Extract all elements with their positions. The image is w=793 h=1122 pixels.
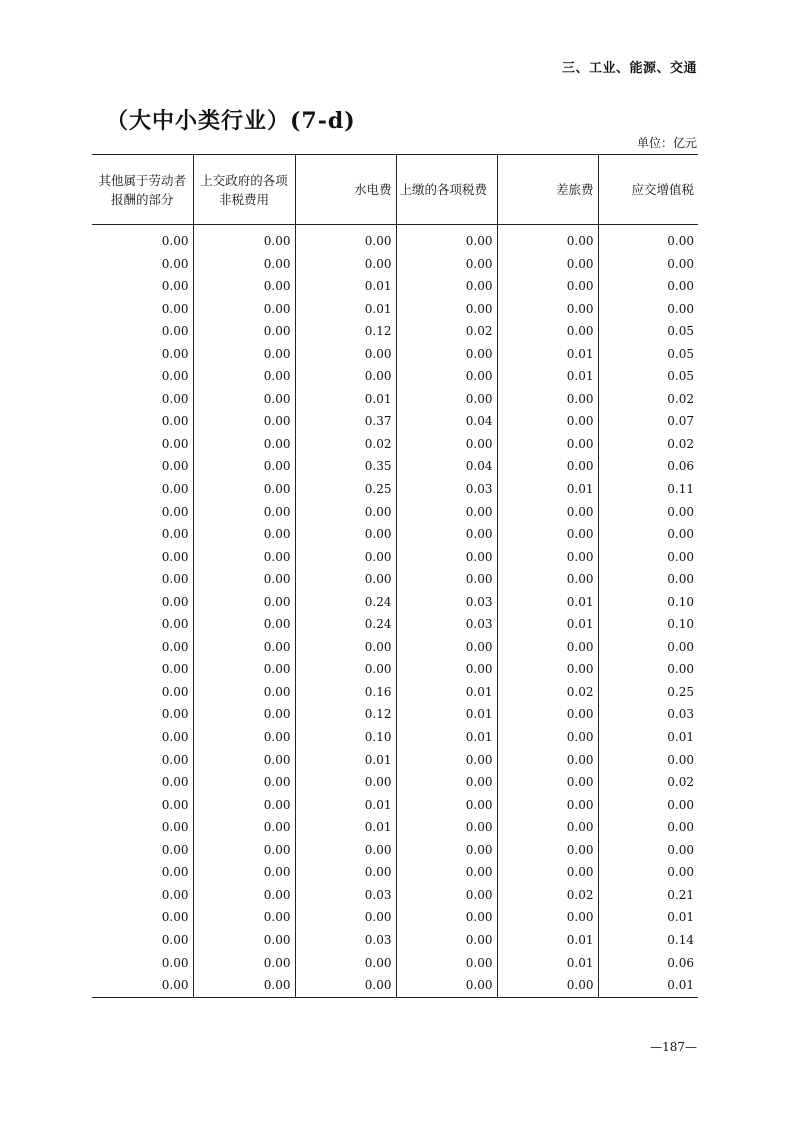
table-cell: 0.00 <box>598 523 698 546</box>
table-cell: 0.06 <box>598 952 698 975</box>
table-row <box>92 749 698 772</box>
page-title: （大中小类行业）(7-d) <box>106 108 356 134</box>
table-cell: 0.21 <box>598 884 698 907</box>
data-table-container <box>92 154 698 998</box>
table-cell: 0.00 <box>396 253 497 276</box>
table-cell: 0.00 <box>396 275 497 298</box>
table-cell: 0.02 <box>295 433 396 456</box>
table-cell: 0.35 <box>295 455 396 478</box>
table-cell: 0.00 <box>295 225 396 253</box>
column-header-line: 非税费用 <box>218 191 269 207</box>
table-cell: 0.00 <box>396 636 497 659</box>
table-cell: 0.00 <box>193 749 295 772</box>
table-cell: 0.03 <box>598 703 698 726</box>
table-cell: 0.00 <box>161 684 189 699</box>
table-cell: 0.01 <box>497 613 598 636</box>
table-cell: 0.01 <box>598 974 698 997</box>
table-cell: 0.00 <box>193 636 295 659</box>
table-cell: 0.00 <box>193 501 295 524</box>
table-cell: 0.03 <box>396 478 497 501</box>
table-cell: 0.00 <box>396 658 497 681</box>
table-cell: 0.00 <box>193 658 295 681</box>
table-row <box>92 613 698 636</box>
table-row <box>92 636 698 659</box>
unit-label: 单位：亿元 <box>636 136 697 150</box>
table-cell: 0.00 <box>598 816 698 839</box>
table-cell: 0.00 <box>161 932 189 947</box>
table-cell: 0.00 <box>193 546 295 569</box>
table-cell: 0.02 <box>598 433 698 456</box>
table-row <box>92 839 698 862</box>
table-cell: 0.00 <box>396 501 497 524</box>
table-cell: 0.00 <box>295 253 396 276</box>
table-cell: 0.00 <box>193 771 295 794</box>
table-cell: 0.01 <box>497 365 598 388</box>
column-header-line: 上缴的各项税费 <box>399 182 488 197</box>
table-cell: 0.00 <box>497 974 598 997</box>
table-row <box>92 523 698 546</box>
table-cell: 0.00 <box>193 455 295 478</box>
table-cell: 0.00 <box>497 298 598 321</box>
table-row <box>92 320 698 343</box>
table-cell: 0.01 <box>295 388 396 411</box>
data-table <box>92 154 698 998</box>
table-cell: 0.16 <box>295 681 396 704</box>
table-cell: 0.01 <box>497 343 598 366</box>
table-cell: 0.02 <box>497 884 598 907</box>
table-cell: 0.00 <box>193 365 295 388</box>
table-cell: 0.00 <box>193 253 295 276</box>
table-row <box>92 861 698 884</box>
table-row <box>92 703 698 726</box>
table-cell: 0.00 <box>161 459 189 474</box>
table-cell: 0.00 <box>295 523 396 546</box>
table-cell: 0.00 <box>295 952 396 975</box>
table-cell: 0.00 <box>497 523 598 546</box>
table-cell: 0.00 <box>497 388 598 411</box>
table-cell: 0.00 <box>396 546 497 569</box>
table-cell: 0.11 <box>598 478 698 501</box>
table-row <box>92 410 698 433</box>
table-cell: 0.00 <box>161 662 189 677</box>
table-row <box>92 681 698 704</box>
table-cell: 0.00 <box>193 726 295 749</box>
table-cell: 0.00 <box>295 974 396 997</box>
table-cell: 0.01 <box>295 794 396 817</box>
table-cell: 0.00 <box>396 388 497 411</box>
table-cell: 0.00 <box>193 929 295 952</box>
table-cell: 0.00 <box>193 884 295 907</box>
table-row <box>92 794 698 817</box>
table-cell: 0.25 <box>295 478 396 501</box>
table-cell: 0.00 <box>193 523 295 546</box>
table-cell: 0.07 <box>598 410 698 433</box>
table-cell: 0.00 <box>295 636 396 659</box>
table-cell: 0.12 <box>295 320 396 343</box>
table-cell: 0.00 <box>598 253 698 276</box>
table-cell: 0.02 <box>396 320 497 343</box>
table-row <box>92 501 698 524</box>
column-header <box>92 155 193 225</box>
table-cell: 0.05 <box>598 320 698 343</box>
table-cell: 0.00 <box>161 707 189 722</box>
table-cell: 0.37 <box>295 410 396 433</box>
table-cell: 0.01 <box>396 703 497 726</box>
column-header-line: 报酬的部分 <box>110 191 174 207</box>
table-cell: 0.00 <box>497 861 598 884</box>
table-cell: 0.24 <box>295 613 396 636</box>
table-cell: 0.00 <box>161 301 189 316</box>
table-row <box>92 974 698 997</box>
table-cell: 0.00 <box>161 482 189 497</box>
table-cell: 0.00 <box>193 952 295 975</box>
table-cell: 0.01 <box>497 952 598 975</box>
table-cell: 0.00 <box>598 568 698 591</box>
table-cell: 0.00 <box>396 839 497 862</box>
table-cell: 0.00 <box>396 816 497 839</box>
table-cell: 0.00 <box>193 816 295 839</box>
table-cell: 0.00 <box>161 527 189 542</box>
column-header <box>295 155 396 225</box>
table-row <box>92 478 698 501</box>
table-cell: 0.00 <box>161 910 189 925</box>
table-cell: 0.01 <box>598 906 698 929</box>
table-cell: 0.14 <box>598 929 698 952</box>
table-row <box>92 298 698 321</box>
table-cell: 0.00 <box>295 546 396 569</box>
table-cell: 0.01 <box>497 478 598 501</box>
table-cell: 0.00 <box>497 433 598 456</box>
table-cell: 0.00 <box>161 391 189 406</box>
table-cell: 0.03 <box>295 884 396 907</box>
table-cell: 0.00 <box>598 636 698 659</box>
table-row <box>92 433 698 456</box>
table-cell: 0.00 <box>396 523 497 546</box>
table-cell: 0.00 <box>497 636 598 659</box>
table-cell: 0.00 <box>161 820 189 835</box>
table-row <box>92 658 698 681</box>
table-cell: 0.00 <box>396 433 497 456</box>
table-cell: 0.00 <box>497 794 598 817</box>
table-cell: 0.04 <box>396 455 497 478</box>
table-cell: 0.00 <box>193 613 295 636</box>
table-cell: 0.01 <box>396 681 497 704</box>
table-row <box>92 771 698 794</box>
table-cell: 0.01 <box>295 816 396 839</box>
table-cell: 0.00 <box>497 568 598 591</box>
table-cell: 0.00 <box>295 568 396 591</box>
table-cell: 0.00 <box>396 771 497 794</box>
table-cell: 0.00 <box>161 256 189 271</box>
table-cell: 0.00 <box>598 794 698 817</box>
table-cell: 0.01 <box>497 929 598 952</box>
table-cell: 0.00 <box>295 658 396 681</box>
table-cell: 0.00 <box>193 320 295 343</box>
table-cell: 0.00 <box>396 906 497 929</box>
table-cell: 0.01 <box>295 749 396 772</box>
table-cell: 0.00 <box>497 749 598 772</box>
table-row <box>92 568 698 591</box>
table-cell: 0.00 <box>161 346 189 361</box>
table-cell: 0.00 <box>396 365 497 388</box>
table-header-row <box>92 155 698 225</box>
table-cell: 0.00 <box>396 974 497 997</box>
table-cell: 0.00 <box>396 568 497 591</box>
table-cell: 0.00 <box>193 388 295 411</box>
table-cell: 0.00 <box>161 594 189 609</box>
table-row <box>92 275 698 298</box>
table-row <box>92 253 698 276</box>
table-cell: 0.00 <box>193 275 295 298</box>
table-cell: 0.00 <box>396 884 497 907</box>
table-cell: 0.00 <box>193 410 295 433</box>
table-cell: 0.00 <box>497 771 598 794</box>
table-cell: 0.00 <box>598 839 698 862</box>
table-row <box>92 388 698 411</box>
table-cell: 0.00 <box>598 749 698 772</box>
table-cell: 0.00 <box>295 861 396 884</box>
table-cell: 0.06 <box>598 455 698 478</box>
table-cell: 0.00 <box>396 225 497 253</box>
table-cell: 0.00 <box>598 501 698 524</box>
table-cell: 0.00 <box>497 275 598 298</box>
table-cell: 0.00 <box>193 433 295 456</box>
table-cell: 0.00 <box>161 752 189 767</box>
table-body <box>92 225 698 998</box>
column-header <box>396 155 497 225</box>
table-cell: 0.01 <box>598 726 698 749</box>
table-row <box>92 225 698 253</box>
column-header <box>497 155 598 225</box>
column-header-line: 差旅费 <box>555 182 594 197</box>
table-row <box>92 884 698 907</box>
table-cell: 0.01 <box>497 591 598 614</box>
table-cell: 0.02 <box>598 771 698 794</box>
table-cell: 0.00 <box>161 842 189 857</box>
table-cell: 0.00 <box>295 839 396 862</box>
column-header <box>193 155 295 225</box>
table-cell: 0.00 <box>396 749 497 772</box>
table-cell: 0.00 <box>193 839 295 862</box>
table-cell: 0.00 <box>396 952 497 975</box>
table-cell: 0.00 <box>161 436 189 451</box>
table-cell: 0.00 <box>295 771 396 794</box>
column-header-line: 水电费 <box>353 182 392 197</box>
table-cell: 0.00 <box>497 816 598 839</box>
table-cell: 0.00 <box>193 906 295 929</box>
table-cell: 0.00 <box>497 839 598 862</box>
column-header-line: 其他属于劳动者 <box>98 172 186 188</box>
table-cell: 0.00 <box>598 861 698 884</box>
table-row <box>92 816 698 839</box>
table-cell: 0.00 <box>92 974 193 997</box>
table-cell: 0.00 <box>598 225 698 253</box>
table-cell: 0.00 <box>295 365 396 388</box>
table-cell: 0.00 <box>396 343 497 366</box>
table-cell: 0.00 <box>161 549 189 564</box>
table-cell: 0.04 <box>396 410 497 433</box>
table-cell: 0.02 <box>598 388 698 411</box>
table-cell: 0.01 <box>295 298 396 321</box>
table-cell: 0.01 <box>396 726 497 749</box>
table-cell: 0.00 <box>193 478 295 501</box>
table-cell: 0.00 <box>161 730 189 745</box>
column-header-line: 应交增值税 <box>631 182 694 197</box>
table-cell: 0.00 <box>396 298 497 321</box>
table-cell: 0.05 <box>598 365 698 388</box>
table-cell: 0.00 <box>161 279 189 294</box>
table-cell: 0.00 <box>497 320 598 343</box>
table-row <box>92 726 698 749</box>
table-cell: 0.00 <box>497 410 598 433</box>
table-row <box>92 929 698 952</box>
table-row <box>92 546 698 569</box>
table-cell: 0.10 <box>295 726 396 749</box>
table-cell: 0.00 <box>295 906 396 929</box>
page-number: —187— <box>650 1040 697 1054</box>
table-cell: 0.00 <box>396 861 497 884</box>
column-header-line: 上交政府的各项 <box>200 172 288 188</box>
table-cell: 0.00 <box>497 225 598 253</box>
table-row <box>92 343 698 366</box>
table-row <box>92 365 698 388</box>
table-cell: 0.00 <box>193 225 295 253</box>
table-cell: 0.00 <box>396 929 497 952</box>
table-cell: 0.00 <box>497 546 598 569</box>
table-cell: 0.00 <box>161 572 189 587</box>
table-cell: 0.00 <box>193 794 295 817</box>
table-cell: 0.00 <box>497 658 598 681</box>
table-cell: 0.00 <box>161 797 189 812</box>
table-cell: 0.00 <box>161 955 189 970</box>
table-cell: 0.00 <box>193 298 295 321</box>
table-cell: 0.00 <box>598 546 698 569</box>
column-header <box>598 155 698 225</box>
table-cell: 0.05 <box>598 343 698 366</box>
table-cell: 0.25 <box>598 681 698 704</box>
table-cell: 0.00 <box>193 681 295 704</box>
table-cell: 0.00 <box>161 639 189 654</box>
table-cell: 0.00 <box>193 591 295 614</box>
table-cell: 0.00 <box>497 906 598 929</box>
table-cell: 0.00 <box>295 343 396 366</box>
table-cell: 0.00 <box>396 794 497 817</box>
table-cell: 0.00 <box>193 343 295 366</box>
table-cell: 0.00 <box>161 617 189 632</box>
table-cell: 0.10 <box>598 591 698 614</box>
table-cell: 0.00 <box>161 865 189 880</box>
table-cell: 0.03 <box>396 613 497 636</box>
table-row <box>92 906 698 929</box>
table-cell: 0.12 <box>295 703 396 726</box>
table-cell: 0.00 <box>161 887 189 902</box>
table-cell: 0.00 <box>193 974 295 997</box>
table-cell: 0.00 <box>497 703 598 726</box>
table-row <box>92 455 698 478</box>
table-cell: 0.00 <box>598 298 698 321</box>
table-cell: 0.01 <box>295 275 396 298</box>
table-cell: 0.00 <box>497 455 598 478</box>
table-cell: 0.00 <box>598 275 698 298</box>
table-cell: 0.00 <box>193 568 295 591</box>
table-cell: 0.10 <box>598 613 698 636</box>
table-cell: 0.00 <box>497 501 598 524</box>
table-cell: 0.00 <box>598 658 698 681</box>
section-header: 三、工业、能源、交通 <box>561 61 697 76</box>
table-cell: 0.00 <box>161 324 189 339</box>
table-row <box>92 952 698 975</box>
table-cell: 0.00 <box>161 414 189 429</box>
table-row <box>92 591 698 614</box>
table-cell: 0.02 <box>497 681 598 704</box>
table-cell: 0.24 <box>295 591 396 614</box>
table-cell: 0.00 <box>295 501 396 524</box>
table-cell: 0.00 <box>193 861 295 884</box>
table-cell: 0.03 <box>295 929 396 952</box>
table-cell: 0.00 <box>161 504 189 519</box>
table-cell: 0.00 <box>497 253 598 276</box>
table-cell: 0.03 <box>396 591 497 614</box>
table-cell: 0.00 <box>497 726 598 749</box>
table-cell: 0.00 <box>161 369 189 384</box>
table-cell: 0.00 <box>193 703 295 726</box>
table-cell: 0.00 <box>161 775 189 790</box>
table-cell: 0.00 <box>161 234 189 248</box>
